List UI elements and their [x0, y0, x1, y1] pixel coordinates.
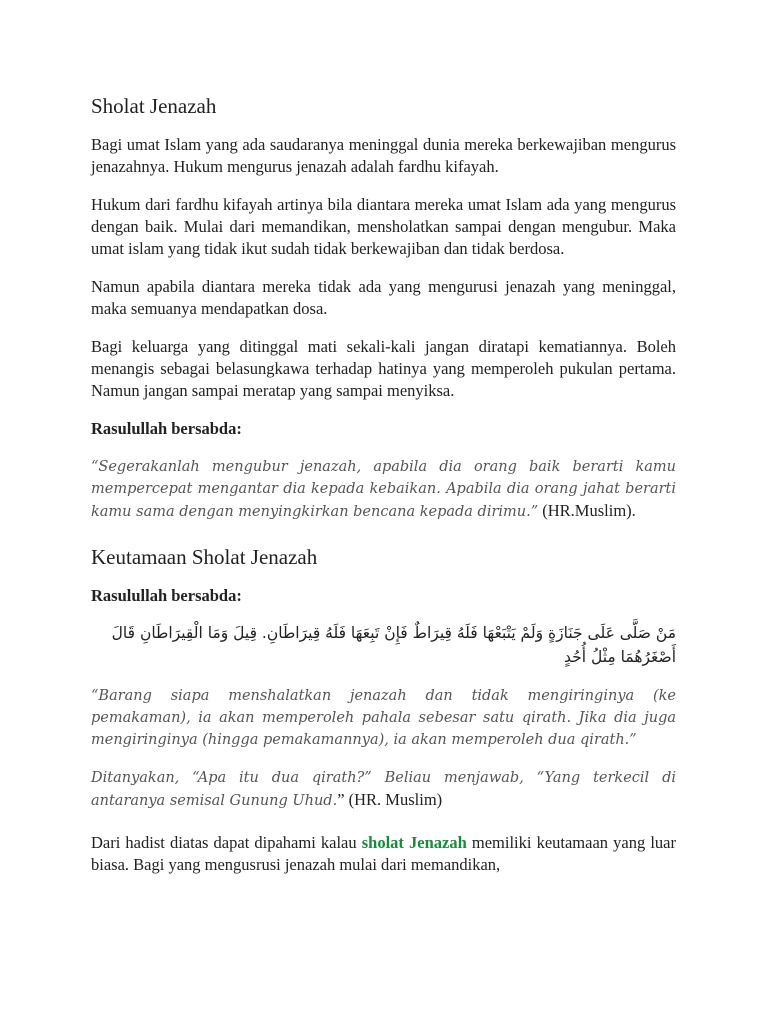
paragraph-fardhu-kifayah: Hukum dari fardhu kifayah artinya bila diantara mereka umat Islam ada yang mengurus dengan baik. Mulai dari memandikan, mensholatkan sampai dengan mengubur. Maka umat islam yang tidak ikut sudah tidak berkewajiban dan tidak berdosa.	[91, 195, 676, 258]
hadith-quote-1-text: “Segerakanlah mengubur jenazah, apabila dia orang baik berarti kamu mempercepat mengantar dia kepada kebaikan. Apabila dia orang jahat berarti kamu sama dengan menyingkirkan bencana kepada dirimu.”	[91, 459, 676, 520]
hadith-quote-1-source: (HR.Muslim).	[538, 501, 636, 520]
hadith-quote-3	[91, 767, 676, 812]
document-page	[91, 92, 676, 876]
arabic-hadith: مَنْ صَلَّى عَلَى جَنَازَةٍ وَلَمْ يَتْبَعْهَا فَلَهُ قِيرَاطٌ فَإِنْ تَبِعَهَا فَلَهُ قِيرَاطَانِ. قِيلَ وَمَا الْقِيرَاطَانِ قَالَ أَصْغَرُهُمَا مِثْلُ أُحُدٍ	[111, 624, 676, 666]
paragraph-keutamaan-start: Dari hadist diatas dapat dipahami kalau	[91, 833, 362, 852]
paragraph-keutamaan-end: memiliki keutamaan yang luar biasa. Bagi yang mengusrusi jenazah mulai dari memandikan,	[91, 833, 676, 874]
rasulullah-label-1: Rasulullah bersabda:	[91, 419, 242, 438]
hadith-quote-3-text: Ditanyakan, “Apa itu dua qirath?” Beliau menjawab, “Yang terkecil di antaranya semisal Gunung Uhud.	[91, 770, 676, 809]
rasulullah-label-2: Rasulullah bersabda:	[91, 586, 242, 605]
hadith-quote-3-source: (HR. Muslim)	[344, 790, 443, 809]
hadith-quote-2: “Barang siapa menshalatkan jenazah dan tidak mengiringinya (ke pemakaman), ia akan memperoleh pahala sebesar satu qirath. Jika dia juga mengiringinya (hingga pemakamannya), ia akan memperoleh dua qirath.”	[91, 688, 676, 748]
paragraph-intro: Bagi umat Islam yang ada saudaranya meninggal dunia mereka berkewajiban mengurus jenazahnya. Hukum mengurus jenazah adalah fardhu kifayah.	[91, 135, 676, 176]
paragraph-keluarga: Bagi keluarga yang ditinggal mati sekali-kali jangan diratapi kematiannya. Boleh menangis sebagai belasungkawa terhadap hatinya yang memperoleh pukulan pertama. Namun jangan sampai meratap yang sampai menyiksa.	[91, 337, 676, 400]
hadith-quote-1	[91, 456, 676, 523]
sholat-jenazah-link[interactable]: sholat Jenazah	[361, 833, 467, 852]
section-heading-keutamaan: Keutamaan Sholat Jenazah	[91, 545, 318, 569]
paragraph-keutamaan	[91, 832, 676, 876]
page-title: Sholat Jenazah	[91, 94, 217, 118]
paragraph-dosa: Namun apabila diantara mereka tidak ada yang mengurusi jenazah yang meninggal, maka semuanya mendapatkan dosa.	[91, 277, 676, 318]
hadith-quote-3-close: ”	[337, 790, 345, 809]
